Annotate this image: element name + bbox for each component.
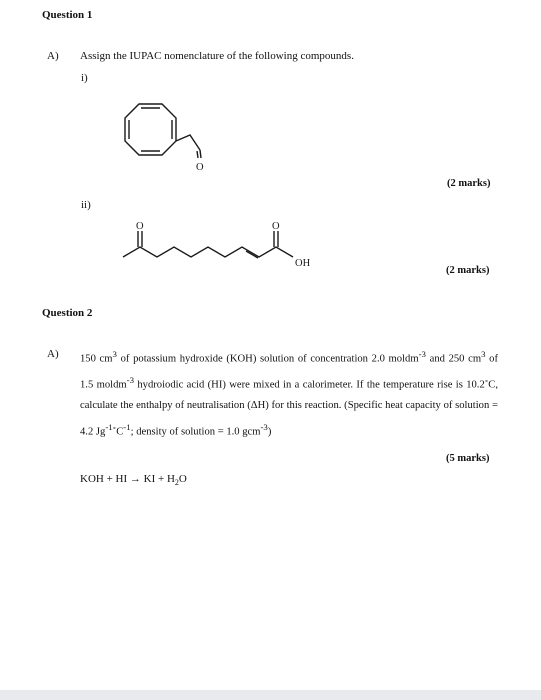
item-i-label: i) [81, 72, 88, 84]
structure-i-oxygen: O [196, 162, 204, 173]
equation-text: KOH + HI → KI + H [80, 473, 175, 485]
reaction-equation [80, 473, 187, 487]
item-i-marks: (2 marks) [447, 178, 491, 189]
structure-ii-drawing [115, 215, 335, 275]
question-2-title: Question 2 [42, 307, 93, 319]
equation-subscript: 2 [174, 478, 179, 488]
structure-ii-hydroxyl: OH [295, 258, 311, 269]
question-1-title: Question 1 [42, 9, 93, 21]
structure-ii-ketone-oxygen: O [136, 221, 144, 232]
equation-text-end: O [178, 473, 187, 485]
item-ii-marks: (2 marks) [446, 265, 490, 276]
structure-ii-acid-oxygen: O [272, 221, 280, 232]
question-2-paragraph: 150 $cm^3$ of potassium hydroxide (KOH) solution of concentration 2.0 moldm$^{-3}$ and 250 $cm^3$ of 1.5 moldm$^{-3}$ hydroiodic acid (HI) were mixed in a calorimeter. If the temperature rise is 10.2˚C, calculate the enthalpy of neutralisation (ΔH) for this reaction. (Specific heat capacity of solution = 4.2 $Jg^{-1}˚C^{-1}$; density of solution = 1.0 gcm$^{-3}$) [80, 349, 499, 438]
question-2-part-a-label: A) [47, 348, 59, 360]
question-1-part-a-label: A) [47, 50, 59, 62]
question-1-instruction: Assign the IUPAC nomenclature of the following compounds. [80, 50, 354, 62]
structure-i-drawing [108, 100, 218, 180]
page-bottom-bar [0, 690, 541, 700]
item-ii-label: ii) [81, 199, 91, 211]
question-2-marks: (5 marks) [446, 453, 490, 464]
